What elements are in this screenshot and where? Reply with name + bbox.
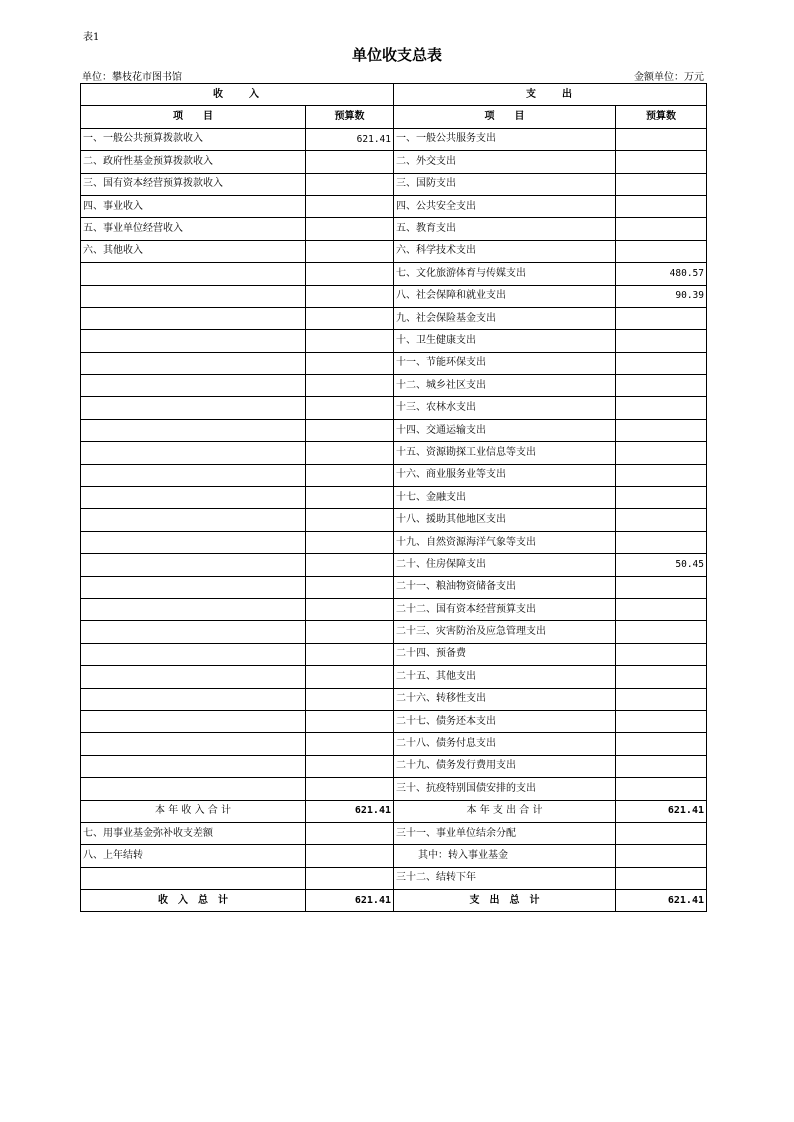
income-item-cell: 三、国有资本经营预算拨款收入	[81, 173, 306, 195]
expense-value-cell	[616, 195, 707, 217]
income-item-cell	[81, 733, 306, 755]
income-item-cell	[81, 285, 306, 307]
income-value-cell	[306, 598, 394, 620]
expense-item-cell: 二十四、预备费	[394, 643, 616, 665]
expense-value-cell	[616, 464, 707, 486]
table-row	[81, 688, 707, 710]
table-row	[81, 554, 707, 576]
income-item-cell	[81, 554, 306, 576]
table-row	[81, 733, 707, 755]
expense-value-cell	[616, 173, 707, 195]
expense-total-value: 621.41	[616, 890, 707, 912]
expense-value-cell	[616, 710, 707, 732]
income-item-cell	[81, 487, 306, 509]
expense-value-cell: 480.57	[616, 263, 707, 285]
table-row	[81, 442, 707, 464]
table-row	[81, 487, 707, 509]
income-item-cell: 六、其他收入	[81, 240, 306, 262]
expense-item-cell: 二、外交支出	[394, 151, 616, 173]
expense-section-header: 支 出	[394, 84, 707, 106]
table-row	[81, 666, 707, 688]
income-item-cell	[81, 621, 306, 643]
income-value-cell	[306, 195, 394, 217]
income-value-cell	[306, 509, 394, 531]
expense-value-cell	[616, 733, 707, 755]
subtotal-row	[81, 800, 707, 822]
expense-value-cell	[616, 151, 707, 173]
expense-value-cell: 50.45	[616, 554, 707, 576]
income-item-cell	[81, 375, 306, 397]
income-value-cell	[306, 755, 394, 777]
table-row	[81, 576, 707, 598]
table-row	[81, 710, 707, 732]
income-item-cell	[81, 598, 306, 620]
expense-value-cell	[616, 218, 707, 240]
income-item-cell: 八、上年结转	[81, 845, 306, 867]
income-item-cell: 七、用事业基金弥补收支差额	[81, 822, 306, 844]
expense-item-cell: 四、公共安全支出	[394, 195, 616, 217]
expense-value-cell	[616, 375, 707, 397]
expense-item-cell: 九、社会保险基金支出	[394, 307, 616, 329]
table-row	[81, 151, 707, 173]
income-item-cell	[81, 710, 306, 732]
income-value-cell	[306, 733, 394, 755]
expense-item-cell: 十九、自然资源海洋气象等支出	[394, 531, 616, 553]
table-row	[81, 352, 707, 374]
income-budget-header: 预算数	[306, 106, 394, 128]
expense-item-cell: 十四、交通运输支出	[394, 419, 616, 441]
income-item-cell	[81, 330, 306, 352]
income-value-cell	[306, 397, 394, 419]
expense-item-cell: 六、科学技术支出	[394, 240, 616, 262]
table-row	[81, 375, 707, 397]
income-value-cell	[306, 285, 394, 307]
income-value-cell	[306, 688, 394, 710]
income-item-cell	[81, 531, 306, 553]
income-value-cell	[306, 218, 394, 240]
income-subtotal-value: 621.41	[306, 800, 394, 822]
expense-item-cell: 二十三、灾害防治及应急管理支出	[394, 621, 616, 643]
expense-item-cell: 十八、援助其他地区支出	[394, 509, 616, 531]
income-value-cell	[306, 845, 394, 867]
expense-value-cell	[616, 128, 707, 150]
expense-item-cell: 七、文化旅游体育与传媒支出	[394, 263, 616, 285]
income-item-cell	[81, 778, 306, 800]
income-item-header: 项 目	[81, 106, 306, 128]
table-row	[81, 822, 707, 844]
expense-item-cell: 二十二、国有资本经营预算支出	[394, 598, 616, 620]
table-row	[81, 307, 707, 329]
expense-value-cell	[616, 688, 707, 710]
table-row	[81, 464, 707, 486]
expense-value-cell	[616, 598, 707, 620]
expense-subtotal-label: 本 年 支 出 合 计	[394, 800, 616, 822]
income-item-cell	[81, 666, 306, 688]
income-item-cell	[81, 509, 306, 531]
income-value-cell	[306, 643, 394, 665]
table-row	[81, 755, 707, 777]
income-value-cell	[306, 778, 394, 800]
expense-value-cell	[616, 666, 707, 688]
expense-value-cell	[616, 442, 707, 464]
income-item-cell	[81, 307, 306, 329]
income-item-cell	[81, 442, 306, 464]
income-item-cell	[81, 867, 306, 889]
amount-unit-label: 金额单位：万元	[634, 72, 704, 83]
income-item-cell: 一、一般公共预算拨款收入	[81, 128, 306, 150]
table-row	[81, 867, 707, 889]
expense-value-cell	[616, 643, 707, 665]
budget-table	[80, 83, 707, 912]
income-item-cell	[81, 352, 306, 374]
income-item-cell	[81, 755, 306, 777]
expense-item-cell: 十三、农林水支出	[394, 397, 616, 419]
income-value-cell	[306, 621, 394, 643]
expense-item-cell: 十一、节能环保支出	[394, 352, 616, 374]
expense-item-header: 项 目	[394, 106, 616, 128]
table-row	[81, 218, 707, 240]
income-item-cell	[81, 688, 306, 710]
expense-item-cell: 二十五、其他支出	[394, 666, 616, 688]
table-row	[81, 419, 707, 441]
table-row	[81, 621, 707, 643]
income-subtotal-label: 本 年 收 入 合 计	[81, 800, 306, 822]
income-value-cell	[306, 576, 394, 598]
expense-item-cell: 三、国防支出	[394, 173, 616, 195]
expense-value-cell	[616, 531, 707, 553]
column-header-row	[81, 106, 707, 128]
expense-value-cell	[616, 621, 707, 643]
expense-value-cell	[616, 845, 707, 867]
income-value-cell: 621.41	[306, 128, 394, 150]
expense-value-cell	[616, 240, 707, 262]
expense-item-cell: 二十八、债务付息支出	[394, 733, 616, 755]
table-row	[81, 531, 707, 553]
expense-value-cell	[616, 778, 707, 800]
table-row	[81, 778, 707, 800]
income-item-cell: 二、政府性基金预算拨款收入	[81, 151, 306, 173]
expense-value-cell	[616, 330, 707, 352]
table-row	[81, 845, 707, 867]
income-total-value: 621.41	[306, 890, 394, 912]
income-value-cell	[306, 263, 394, 285]
expense-item-cell: 一、一般公共服务支出	[394, 128, 616, 150]
table-row	[81, 397, 707, 419]
expense-value-cell	[616, 576, 707, 598]
table-row	[81, 598, 707, 620]
expense-value-cell	[616, 307, 707, 329]
income-value-cell	[306, 352, 394, 374]
expense-total-label: 支 出 总 计	[394, 890, 616, 912]
income-value-cell	[306, 419, 394, 441]
income-value-cell	[306, 375, 394, 397]
expense-item-cell: 其中：转入事业基金	[394, 845, 616, 867]
table-row	[81, 285, 707, 307]
expense-item-cell: 十、卫生健康支出	[394, 330, 616, 352]
income-value-cell	[306, 307, 394, 329]
expense-item-cell: 十二、城乡社区支出	[394, 375, 616, 397]
income-value-cell	[306, 822, 394, 844]
income-section-header: 收 入	[81, 84, 394, 106]
income-value-cell	[306, 330, 394, 352]
expense-value-cell	[616, 397, 707, 419]
expense-item-cell: 三十一、事业单位结余分配	[394, 822, 616, 844]
expense-value-cell	[616, 419, 707, 441]
expense-item-cell: 二十六、转移性支出	[394, 688, 616, 710]
income-value-cell	[306, 173, 394, 195]
income-total-label: 收 入 总 计	[81, 890, 306, 912]
income-value-cell	[306, 554, 394, 576]
income-item-cell: 五、事业单位经营收入	[81, 218, 306, 240]
expense-item-cell: 十五、资源勘探工业信息等支出	[394, 442, 616, 464]
expense-item-cell: 三十二、结转下年	[394, 867, 616, 889]
expense-value-cell	[616, 509, 707, 531]
income-item-cell	[81, 576, 306, 598]
table-row	[81, 643, 707, 665]
page-title: 单位收支总表	[351, 46, 442, 64]
expense-value-cell	[616, 487, 707, 509]
income-value-cell	[306, 487, 394, 509]
expense-item-cell: 二十九、债务发行费用支出	[394, 755, 616, 777]
income-value-cell	[306, 531, 394, 553]
income-item-cell	[81, 464, 306, 486]
unit-label: 单位：攀枝花市图书馆	[82, 72, 182, 83]
income-value-cell	[306, 867, 394, 889]
expense-budget-header: 预算数	[616, 106, 707, 128]
income-value-cell	[306, 240, 394, 262]
expense-item-cell: 三十、抗疫特别国债安排的支出	[394, 778, 616, 800]
income-value-cell	[306, 151, 394, 173]
income-value-cell	[306, 442, 394, 464]
table-row	[81, 330, 707, 352]
expense-item-cell: 二十、住房保障支出	[394, 554, 616, 576]
section-header-row	[81, 84, 707, 106]
expense-value-cell	[616, 755, 707, 777]
income-value-cell	[306, 464, 394, 486]
expense-value-cell	[616, 822, 707, 844]
table-row	[81, 173, 707, 195]
income-item-cell	[81, 643, 306, 665]
expense-item-cell: 五、教育支出	[394, 218, 616, 240]
table-row	[81, 195, 707, 217]
expense-item-cell: 二十一、粮油物资储备支出	[394, 576, 616, 598]
income-item-cell	[81, 397, 306, 419]
expense-item-cell: 十六、商业服务业等支出	[394, 464, 616, 486]
income-value-cell	[306, 710, 394, 732]
expense-subtotal-value: 621.41	[616, 800, 707, 822]
table-row	[81, 240, 707, 262]
expense-value-cell	[616, 352, 707, 374]
income-item-cell	[81, 263, 306, 285]
income-item-cell: 四、事业收入	[81, 195, 306, 217]
grand-total-row	[81, 890, 707, 912]
income-value-cell	[306, 666, 394, 688]
expense-item-cell: 八、社会保障和就业支出	[394, 285, 616, 307]
expense-item-cell: 二十七、债务还本支出	[394, 710, 616, 732]
expense-item-cell: 十七、金融支出	[394, 487, 616, 509]
expense-value-cell: 90.39	[616, 285, 707, 307]
table-row	[81, 128, 707, 150]
table-number: 表1	[83, 32, 100, 43]
expense-value-cell	[616, 867, 707, 889]
income-item-cell	[81, 419, 306, 441]
table-row	[81, 263, 707, 285]
table-row	[81, 509, 707, 531]
